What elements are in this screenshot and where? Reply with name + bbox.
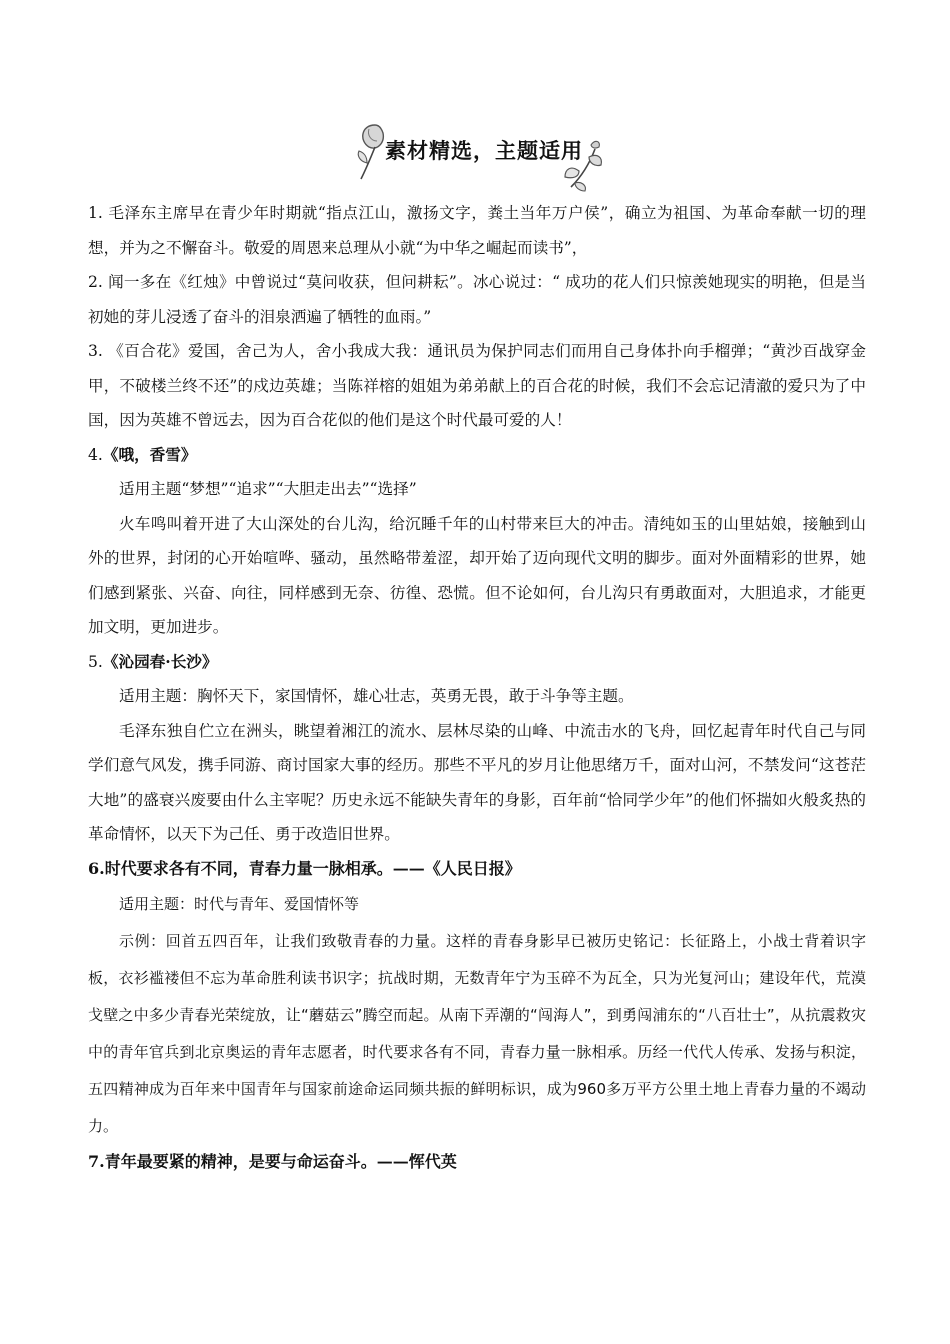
flower-right-icon xyxy=(561,135,605,195)
item-5-body: 毛泽东独自伫立在洲头，眺望着湘江的流水、层林尽染的山峰、中流击水的飞舟，回忆起青年时代自己与同学们意气风发，携手同游、商讨国家大事的经历。那些不平凡的岁月让他思绪万千，面对山河，不禁发问“这苍茫大地”的盛衰兴废要由什么主宰呢？历史永远不能缺失青年的身影，百年前“恰同学少年”的他们怀揣如火般炙热的革命情怀，以天下为己任、勇于改造旧世界。 xyxy=(88,721,866,843)
item-2: 2. 闻一多在《红烛》中曾说过“莫问收获，但问耕耘”。冰心说过：“ 成功的花人们只惊羡她现实的明艳，但是当初她的芽儿浸透了奋斗的泪泉洒遍了牺牲的血雨。” xyxy=(88,273,866,326)
item-1: 1. 毛泽东主席早在青少年时期就“指点江山，激扬文字，粪土当年万户侯”，确立为祖国、为革命奉献一切的理想，并为之不懈奋斗。敬爱的周恩来总理从小就“为中华之崛起而读书”， xyxy=(88,204,866,257)
item-6-title: 6.时代要求各有不同，青春力量一脉相承。——《人民日报》 xyxy=(88,858,521,878)
item-5-theme: 适用主题：胸怀天下，家国情怀，雄心壮志，英勇无畏，敢于斗争等主题。 xyxy=(119,687,634,705)
item-4-number: 4. xyxy=(88,445,103,464)
item-4-heading xyxy=(88,438,866,473)
item-7-title: 7.青年最要紧的精神，是要与命运奋斗。——恽代英 xyxy=(88,1152,457,1171)
item-6-theme: 适用主题：时代与青年、爱国情怀等 xyxy=(119,895,360,913)
item-4-theme: 适用主题“梦想”“追求”“大胆走出去”“选择” xyxy=(119,480,417,498)
document-body xyxy=(88,196,866,1180)
item-6-body: 示例：回首五四百年，让我们致敬青春的力量。这样的青春身影早已被历史铭记：长征路上，小战士背着识字板，衣衫褴褛但不忘为革命胜利读书识字；抗战时期，无数青年宁为玉碎不为瓦全，只为光复河山；建设年代，荒漠戈壁之中多少青春光荣绽放，让“蘑菇云”腾空而起。从南下弄潮的“闯海人”，到勇闯浦东的“八百壮士”，从抗震救灾中的青年官兵到北京奥运的青年志愿者，时代要求各有不同，青春力量一脉相承。历经一代代人传承、发扬与积淀，五四精神成为百年来中国青年与国家前途命运同频共振的鲜明标识，成为960多万平方公里土地上青春力量的不竭动力。 xyxy=(88,932,866,1135)
item-3: 3. 《百合花》爱国，舍己为人，舍小我成大我：通讯员为保护同志们而用自己身体扑向手榴弹；“黄沙百战穿金甲，不破楼兰终不还”的戍边英雄；当陈祥榕的姐姐为弟弟献上的百合花的时候，我们不会忘记清澈的爱只为了中国，因为英雄不曾远去，因为百合花似的他们是这个时代最可爱的人！ xyxy=(88,342,866,429)
item-5-heading xyxy=(88,645,866,680)
item-5-number: 5. xyxy=(88,652,103,671)
section-title-banner xyxy=(355,117,605,187)
section-title: 素材精选，主题适用 xyxy=(385,139,583,163)
item-4-title: 《哦，香雪》 xyxy=(102,444,197,464)
item-4-body: 火车鸣叫着开进了大山深处的台儿沟，给沉睡千年的山村带来巨大的冲击。清纯如玉的山里姑娘，接触到山外的世界，封闭的心开始喧哗、骚动，虽然略带羞涩，却开始了迈向现代文明的脚步。面对外面精彩的世界，她们感到紧张、兴奋、向往，同样感到无奈、彷徨、恐慌。但不论如何，台儿沟只有勇敢面对，大胆追求，才能更加文明，更加进步。 xyxy=(88,514,866,636)
item-5-title: 《沁园春·长沙》 xyxy=(102,651,218,671)
